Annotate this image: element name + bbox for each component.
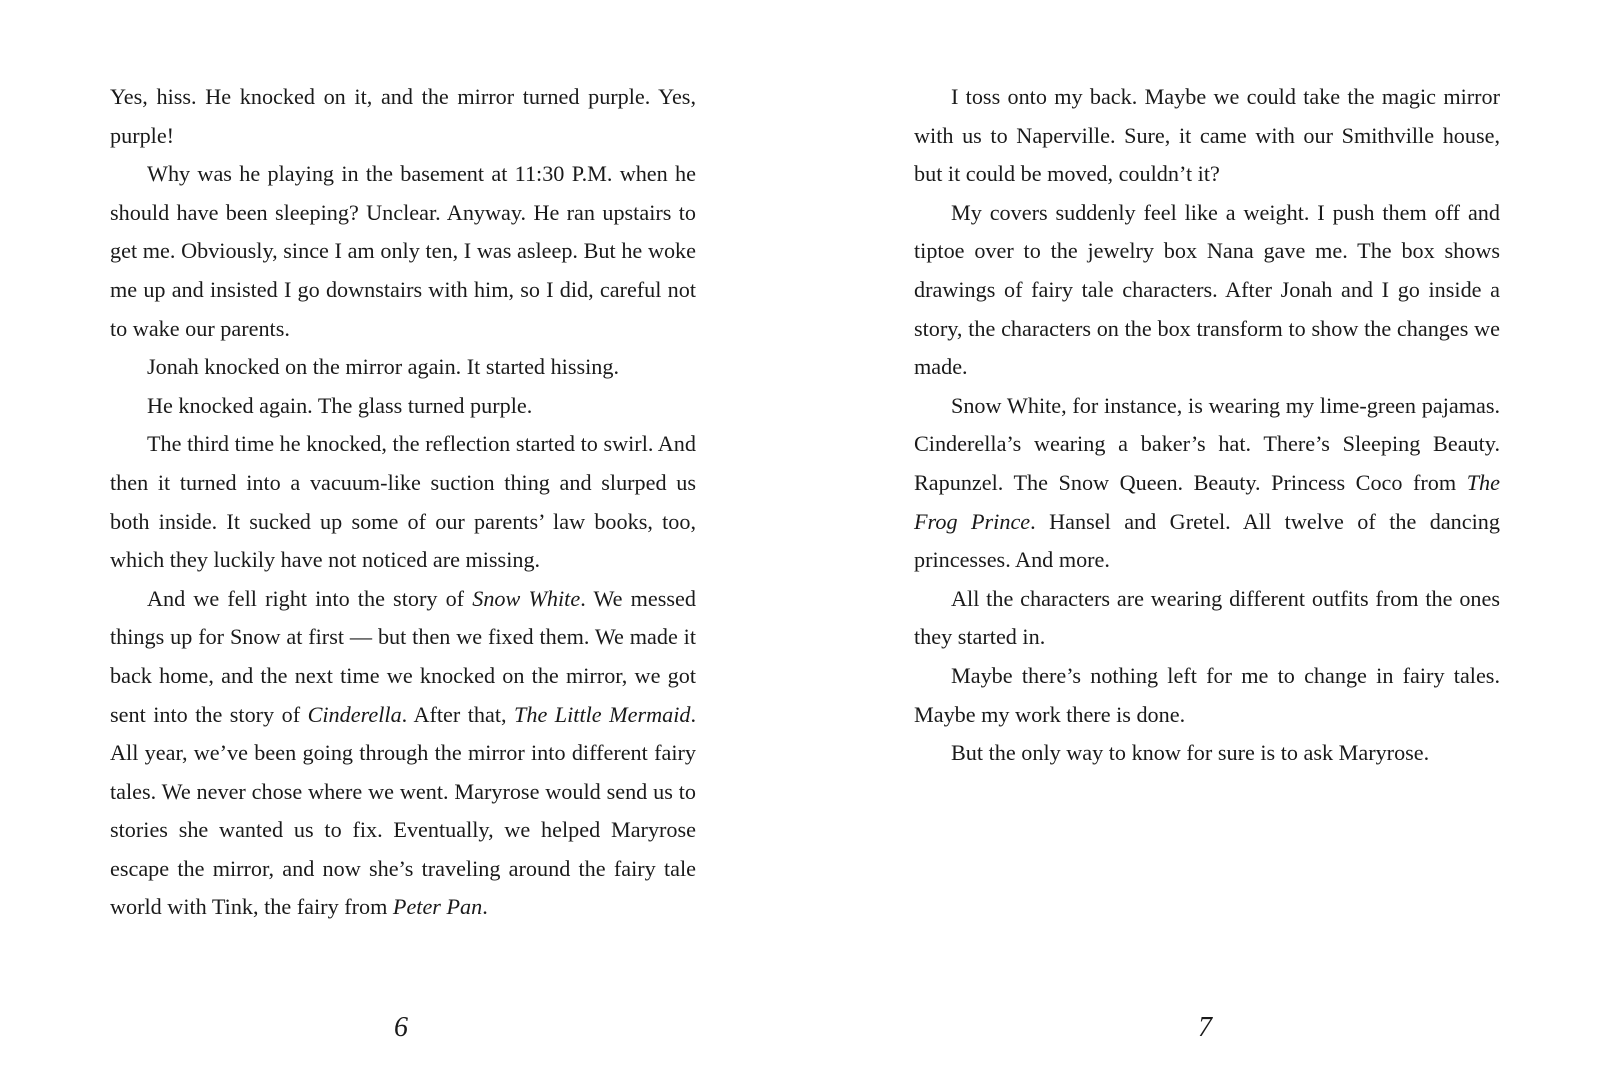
paragraph: My covers suddenly feel like a weight. I push them off and tiptoe over to the jewelry box Nana gave me. The box shows drawings of fairy tale characters. After Jonah and I go inside a story, the characters on the box transform to show the changes we made. (914, 199, 1500, 380)
paragraph (914, 387, 1500, 580)
book-title: The Frog Prince (914, 469, 1500, 534)
paragraph: Maybe there’s nothing left for me to change in fairy tales. Maybe my work there is done. (914, 662, 1500, 727)
text-run: . Hansel and Gretel. All twelve of the dancing princesses. And more. (914, 508, 1500, 573)
text-run: . After that, (401, 701, 515, 727)
right-page (914, 78, 1500, 773)
paragraph: Yes, hiss. He knocked on it, and the mirror turned purple. Yes, purple! (110, 84, 696, 148)
book-title: Snow White (472, 585, 581, 611)
text-run: And we fell right into the story of (147, 585, 473, 611)
page-number: 6 (394, 1012, 408, 1043)
book-title: Peter Pan (392, 894, 483, 920)
text-run: . We messed things up for Snow at first — but then we fixed them. We made it back home, and the next time we knocked on the mirror, we got sent into the story of (110, 585, 696, 727)
text-run: . (482, 894, 488, 920)
text-run: Snow White, for instance, is wearing my lime-green pajamas. Cinderella’s wearing a baker’s hat. There’s Sleeping Beauty. Rapunzel. The Snow Queen. Beauty. Princess Coco from (914, 392, 1500, 495)
paragraph: Jonah knocked on the mirror again. It started hissing. (147, 354, 619, 380)
paragraph: But the only way to know for sure is to ask Maryrose. (951, 740, 1430, 766)
paragraph: The third time he knocked, the reflection started to swirl. And then it turned into a vacuum-like suction thing and slurped us both inside. It sucked up some of our parents’ law books, too, which they luckily have not noticed are missing. (110, 431, 696, 573)
book-title: The Little Mermaid (514, 701, 691, 727)
paragraph (110, 580, 696, 927)
book-title: Cinderella (307, 701, 402, 727)
paragraph: Why was he playing in the basement at 11:30 P.M. when he should have been sleeping? Unclear. Anyway. He ran upstairs to get me. Obviously, since I am only ten, I was asleep. But he woke me up and insisted I go downstairs with him, so I did, careful not to wake our parents. (110, 161, 696, 341)
paragraph: All the characters are wearing different outfits from the ones they started in. (914, 585, 1500, 650)
left-page (110, 78, 696, 927)
text-run: . All year, we’ve been going through the mirror into different fairy tales. We never chose where we went. Maryrose would send us to stories she wanted us to fix. Eventually, we helped Maryrose escape the mirror, and now she’s traveling around the fairy tale world with Tink, the fairy from (110, 701, 697, 920)
paragraph: I toss onto my back. Maybe we could take the magic mirror with us to Naperville. Sure, it came with our Smithville house, but it could be moved, couldn’t it? (914, 84, 1500, 187)
page-number: 7 (1198, 1012, 1212, 1043)
paragraph: He knocked again. The glass turned purple. (147, 392, 533, 418)
